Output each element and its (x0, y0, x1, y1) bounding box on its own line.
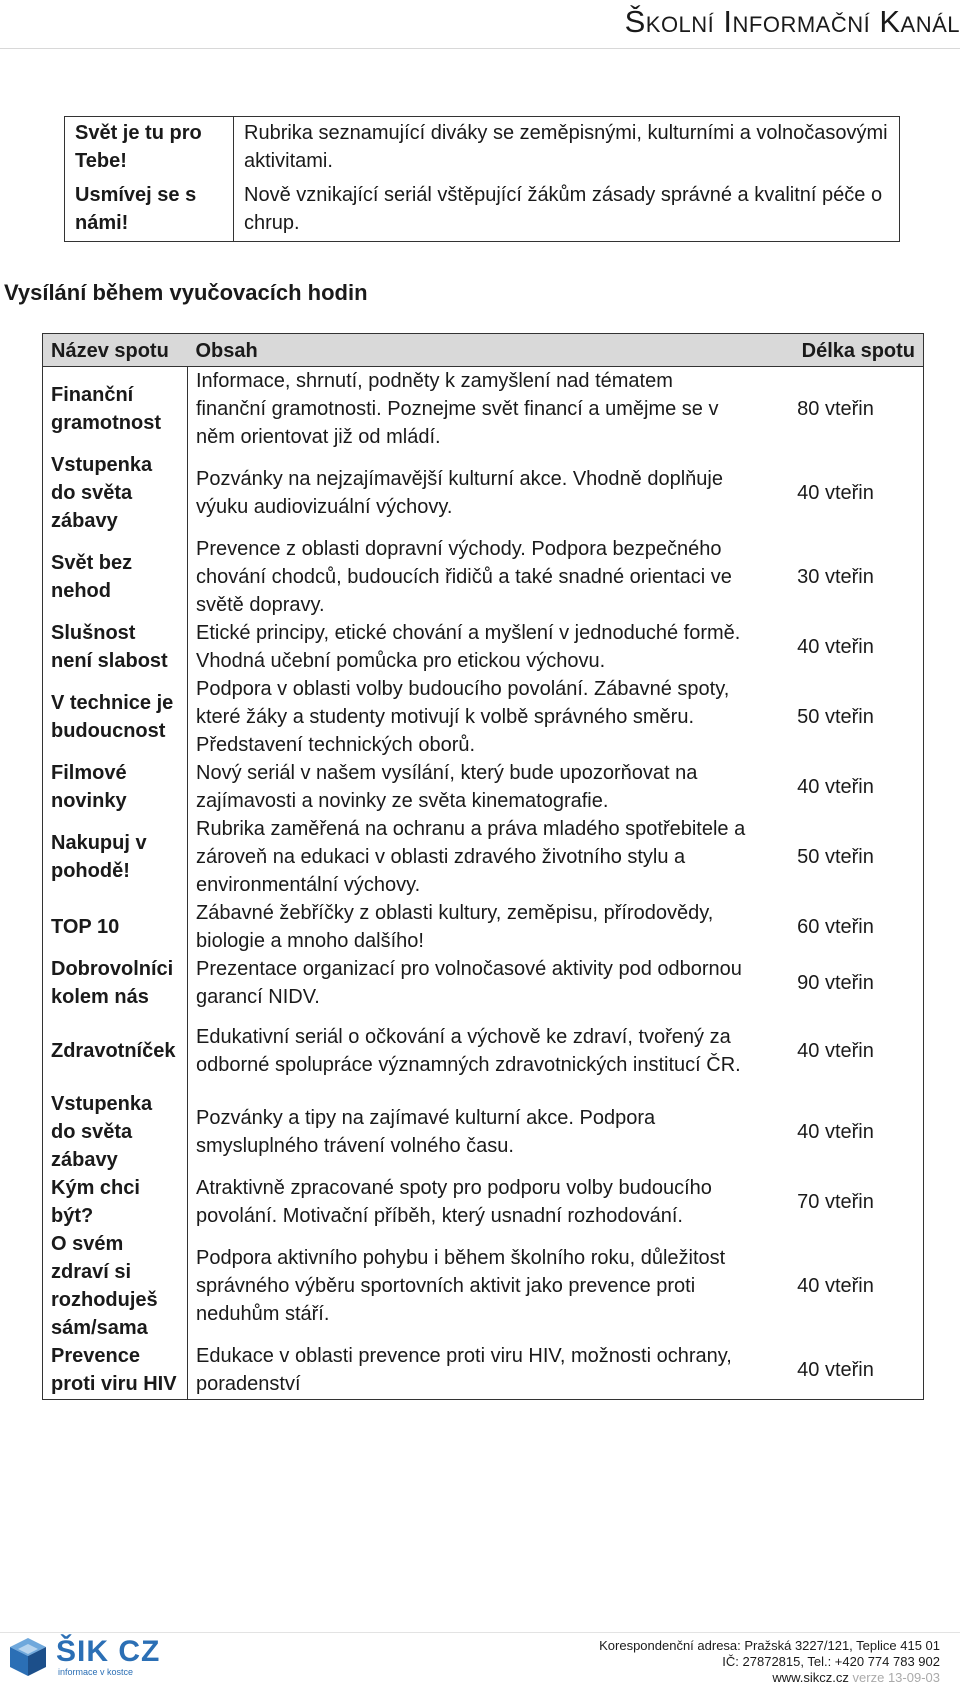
spot-name: Vstupenka do světa zábavy (43, 1090, 188, 1174)
table-row (43, 619, 924, 675)
table-row (43, 815, 924, 899)
spot-content: Pozvánky na nejzajímavější kulturní akce. Vhodně doplňuje výuku audiovizuální výchovy. (196, 468, 723, 518)
spot-length: 60 vteřin (797, 916, 874, 938)
spot-content: Edukativní seriál o očkování a výchově ke zdraví, tvořený za odborné spolupráce významných zdravotnických institucí ČR. (196, 1025, 741, 1076)
table-row (43, 1011, 924, 1090)
spot-length: 40 vteřin (797, 1359, 874, 1382)
spot-name: Filmové novinky (43, 759, 188, 815)
footer-address: Korespondenční adresa: Pražská 3227/121, Teplice 415 01 (599, 1638, 940, 1653)
column-header-name: Název spotu (43, 334, 188, 367)
table-row (43, 1342, 924, 1399)
column-header-content: Obsah (188, 334, 757, 367)
program-name: Svět je tu pro Tebe! (65, 117, 234, 180)
spot-length: 50 vteřin (797, 846, 874, 868)
header-divider (0, 48, 960, 49)
spot-name: Zdravotníček (43, 1011, 188, 1090)
table-row (43, 1090, 924, 1174)
table-row (43, 675, 924, 759)
logo-subtitle: informace v kostce (58, 1667, 134, 1677)
spot-content: Podpora aktivního pohybu i během školního roku, důležitost správného výběru sportovních aktivit jako prevence proti neduhům stáří. (196, 1247, 726, 1325)
table-row (43, 1174, 924, 1230)
spot-content: Rubrika zaměřená na ochranu a práva mladého spotřebitele a zároveň na edukaci v oblasti zdravého životního stylu a environmentální výchovy. (196, 818, 746, 896)
spot-length: 40 vteřin (797, 1121, 874, 1143)
spot-length: 40 vteřin (797, 776, 874, 798)
table-row (43, 955, 924, 1011)
table-row (43, 759, 924, 815)
spot-content: Prezentace organizací pro volnočasové aktivity pod odbornou garancí NIDV. (196, 958, 742, 1008)
broadcast-schedule-table (42, 333, 924, 1400)
spot-length: 40 vteřin (797, 1039, 874, 1062)
page-header-title: Školní Informační Kanál (624, 4, 960, 39)
spot-name: Nakupuj v pohodě! (43, 815, 188, 899)
spot-name: Svět bez nehod (43, 535, 188, 619)
program-description: Rubrika seznamující diváky se zeměpisnými, kulturními a volnočasovými aktivitami. (244, 122, 888, 172)
spot-length: 40 vteřin (797, 1275, 874, 1297)
spot-content: Podpora v oblasti volby budoucího povolání. Zábavné spoty, které žáky a studenty motivují k volbě správného směru. Představení technických oborů. (196, 678, 730, 756)
table-row (43, 451, 924, 535)
spot-content: Informace, shrnutí, podněty k zamyšlení nad tématem finanční gramotnosti. Poznejme svět financí a umějme se v něm orientovat již od mládí. (196, 370, 719, 448)
spot-length: 40 vteřin (797, 636, 874, 658)
spot-name: Vstupenka do světa zábavy (43, 451, 188, 535)
spot-name: Prevence proti viru HIV (43, 1342, 188, 1399)
table-row (43, 367, 924, 452)
program-name: Usmívej se s námi! (65, 179, 234, 242)
footer-ids: IČ: 27872815, Tel.: +420 774 783 902 (722, 1654, 940, 1669)
table-row (43, 899, 924, 955)
table-row (43, 1230, 924, 1342)
spot-length: 90 vteřin (797, 972, 874, 994)
section-heading: Vysílání během vyučovacích hodin (4, 280, 368, 305)
spot-length: 80 vteřin (797, 398, 874, 420)
column-header-length: Délka spotu (756, 334, 924, 367)
footer-contact (599, 1638, 940, 1686)
spot-content: Nový seriál v našem vysílání, který bude upozorňovat na zajímavosti a novinky ze světa kinematografie. (196, 762, 698, 812)
spot-content: Atraktivně zpracované spoty pro podporu volby budoucího povolání. Motivační příběh, který usnadní rozhodování. (196, 1177, 712, 1227)
footer-divider (0, 1632, 960, 1633)
top-table-row (65, 117, 900, 180)
footer-web-link[interactable]: www.sikcz.cz (772, 1670, 849, 1685)
program-description: Nově vznikající seriál vštěpující žákům zásady správné a kvalitní péče o chrup. (244, 184, 883, 234)
top-program-table (64, 116, 900, 242)
spot-name: Dobrovolníci kolem nás (43, 955, 188, 1011)
spot-content: Pozvánky a tipy na zajímavé kulturní akce. Podpora smysluplného trávení volného času. (196, 1107, 656, 1157)
sikcz-logo (6, 1635, 166, 1681)
spot-name: Slušnost není slabost (43, 619, 188, 675)
spot-name: V technice je budoucnost (43, 675, 188, 759)
spot-name: O svém zdraví si rozhoduješ sám/sama (43, 1230, 188, 1342)
table-row (43, 535, 924, 619)
cube-logo-icon (6, 1635, 50, 1679)
footer-version: verze 13-09-03 (852, 1670, 940, 1685)
logo-text: ŠIK CZ (56, 1635, 161, 1668)
top-table-row (65, 179, 900, 242)
spot-content: Etické principy, etické chování a myšlení v jednoduché formě. Vhodná učební pomůcka pro etickou výchovu. (196, 622, 741, 672)
spot-length: 50 vteřin (797, 706, 874, 728)
table-header-row (43, 334, 924, 367)
spot-length: 30 vteřin (797, 566, 874, 588)
spot-content: Prevence z oblasti dopravní východy. Podpora bezpečného chování chodců, budoucích řidičů a také snadné orientaci ve světě dopravy. (196, 538, 732, 616)
spot-name: Kým chci být? (43, 1174, 188, 1230)
spot-length: 40 vteřin (797, 482, 874, 504)
spot-content: Zábavné žebříčky z oblasti kultury, zeměpisu, přírodovědy, biologie a mnoho dalšího! (196, 902, 714, 952)
spot-name: TOP 10 (43, 899, 188, 955)
spot-length: 70 vteřin (797, 1191, 874, 1213)
spot-name: Finanční gramotnost (43, 367, 188, 452)
spot-content: Edukace v oblasti prevence proti viru HIV, možnosti ochrany, poradenství (196, 1345, 732, 1396)
